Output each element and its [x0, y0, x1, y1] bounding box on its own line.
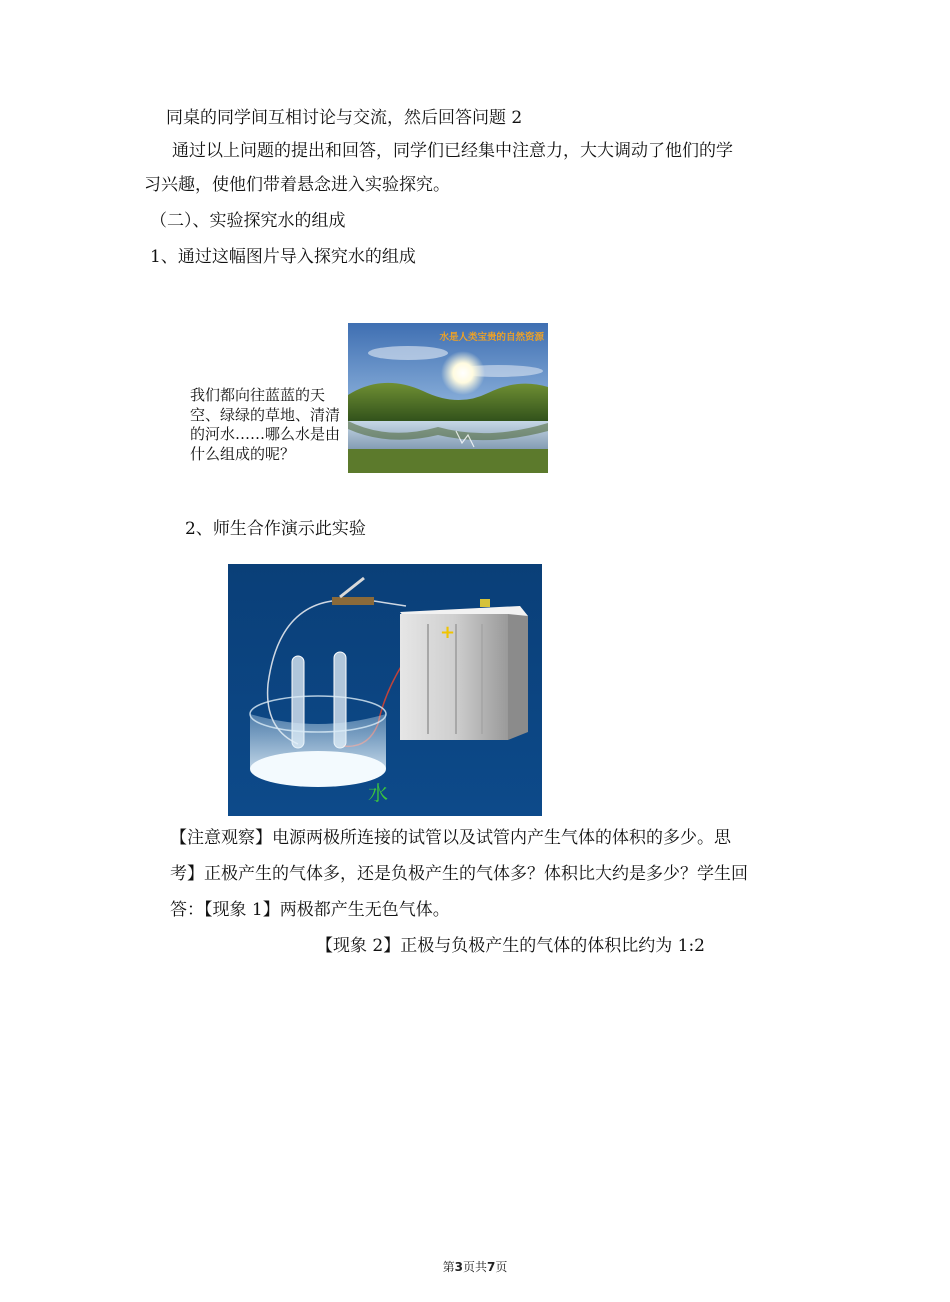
landscape-illustration: [348, 323, 548, 473]
footer-total-pages: 7: [487, 1260, 496, 1274]
list-item-2: 2、师生合作演示此实验: [185, 519, 366, 539]
electrolysis-illustration: [228, 564, 542, 816]
observation-line2: 考】正极产生的气体多，还是负极产生的气体多？体积比大约是多少？学生回: [170, 864, 748, 884]
water-label: 水: [368, 781, 388, 805]
footer-prefix: 第: [442, 1260, 455, 1274]
observation-line4: 【现象 2】正极与负极产生的气体的体积比约为 1:2: [316, 936, 705, 956]
observation-line1: 【注意观察】电源两极所连接的试管以及试管内产生气体的体积的多少。思: [170, 828, 731, 848]
positive-terminal-plus: +: [440, 622, 456, 643]
footer-mid: 页共: [462, 1260, 487, 1274]
page-footer: [0, 1258, 950, 1275]
landscape-image: [348, 323, 548, 473]
list-item-1: 1、通过这幅图片导入探究水的组成: [150, 247, 416, 267]
landscape-banner-text: 水是人类宝贵的自然资源: [439, 332, 544, 343]
observation-line3: 答：【现象 1】两极都产生无色气体。: [170, 900, 450, 920]
footer-page-number: 3: [454, 1260, 463, 1274]
paragraph-discussion: 同桌的同学间互相讨论与交流，然后回答问题 2: [166, 108, 523, 128]
paragraph-summary-line1: 通过以上问题的提出和回答，同学们已经集中注意力，大大调动了他们的学: [172, 141, 733, 161]
paragraph-summary-line2: 习兴趣，使他们带着悬念进入实验探究。: [144, 175, 450, 195]
landscape-caption: 我们都向往蓝蓝的天空、绿绿的草地、清清的河水……哪么水是由什么组成的呢？: [190, 386, 341, 463]
section-heading-experiment: （二）、实验探究水的组成: [150, 211, 346, 231]
electrolysis-image: [228, 564, 542, 816]
footer-suffix: 页: [495, 1260, 508, 1274]
